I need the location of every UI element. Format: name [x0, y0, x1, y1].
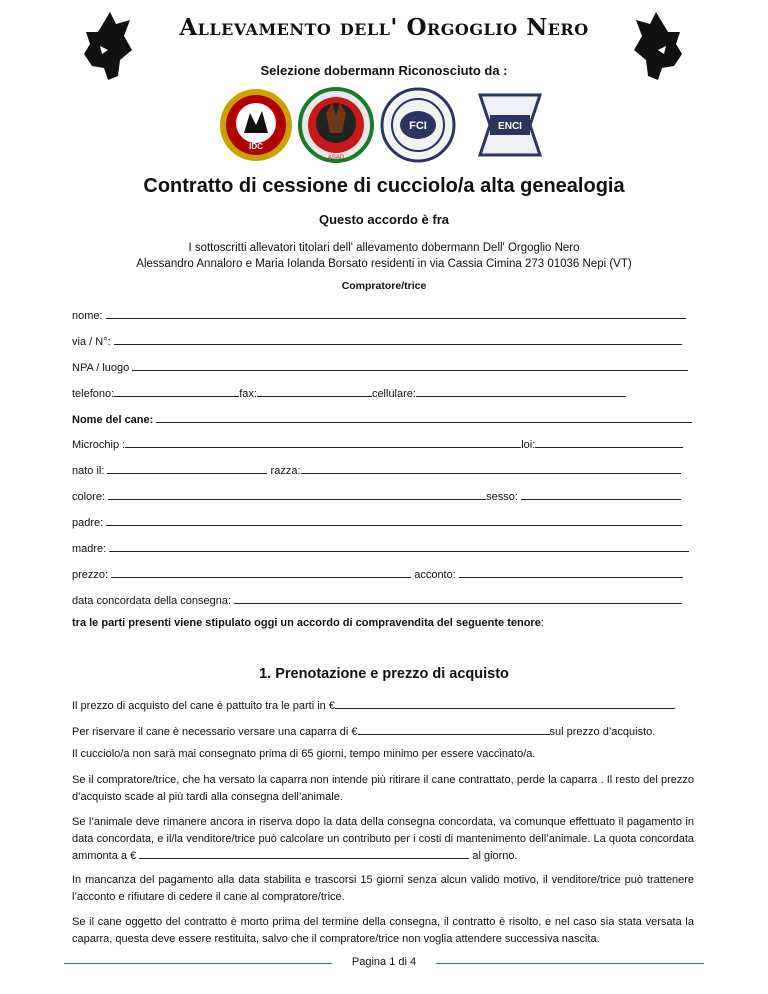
- field-padre[interactable]: [72, 515, 694, 529]
- field-nome-cane[interactable]: [72, 412, 694, 426]
- section1-p1: Il prezzo di acquisto del cane è pattuito tra le parti in €: [72, 700, 335, 712]
- input-madre[interactable]: [109, 541, 689, 552]
- kennel-title: Allevamento dell' Orgoglio Nero: [179, 14, 589, 41]
- label-madre: madre:: [72, 543, 107, 555]
- intro-line-1: I sottoscritti allevatori titolari dell' allevamento dobermann Dell' Orgoglio Nero: [188, 242, 580, 254]
- page-number: Pagina 1 di 4: [351, 956, 417, 968]
- section-1-heading: 1. Prenotazione e prezzo di acquisto: [259, 666, 509, 682]
- label-padre: padre:: [72, 517, 104, 529]
- section1-p5: [72, 814, 694, 865]
- contract-title: Contratto di cessione di cucciolo/a alta genealogia: [143, 175, 625, 197]
- section1-p7: Se il cane oggetto del contratto è morto prima del termine della consegna, il contratto è risolto, e nel caso sia stata versata la caparra, questa deve essere restituita, salvo che il compratore/trice non voglia attendere successiva nascita.: [72, 916, 694, 945]
- input-prezzo[interactable]: [111, 567, 411, 578]
- svg-text:IDC: IDC: [249, 142, 263, 151]
- section1-p5b: al giorno.: [472, 850, 518, 862]
- input-data-consegna[interactable]: [234, 593, 682, 604]
- section1-p2b: sul prezzo d’acquisto.: [549, 726, 656, 738]
- input-nome-cane[interactable]: [156, 412, 692, 423]
- label-microchip: Microchip :: [72, 439, 126, 451]
- enci-seal: [480, 95, 540, 155]
- label-nome-cane: Nome del cane:: [72, 414, 154, 426]
- label-via: via / N°:: [72, 336, 111, 348]
- intro-line-2: Alessandro Annaloro e Maria Iolanda Borsato residenti in via Cassia Cimina 273 01036 Nepi (VT): [136, 258, 632, 270]
- field-madre[interactable]: [72, 541, 694, 555]
- label-nome: nome:: [72, 310, 103, 322]
- input-caparra[interactable]: [358, 724, 550, 735]
- input-quota-giornaliera[interactable]: [139, 848, 469, 859]
- field-nato-razza[interactable]: [72, 463, 694, 477]
- section1-p5a: Se l’animale deve rimanere ancora in riserva dopo la data della consegna concordata, va comunque effettuato il pagamento in data concordata, e il/la venditore/trice può calcolare un contributo per i costi di mantenimento dell’animale. La quota concordata ammonta a €: [72, 816, 694, 862]
- label-cellulare: cellulare:: [371, 388, 416, 400]
- label-acconto: acconto:: [414, 569, 456, 581]
- input-loi[interactable]: [535, 437, 683, 448]
- input-microchip[interactable]: [125, 437, 521, 448]
- field-via[interactable]: [72, 334, 694, 348]
- label-razza: razza:: [270, 465, 301, 477]
- input-sesso[interactable]: [521, 489, 681, 500]
- section1-p4: Se il compratore/trice, che ha versato la caparra non intende più ritirare il cane contrattato, perde la caparra . Il resto del prezzo d’acquisto scade al più tardi alla consegna dell’animale.: [72, 774, 694, 803]
- section1-p3: Il cucciolo/a non sarà mai consegnato prima di 65 giorni, tempo minimo per essere vaccinato/a.: [72, 748, 536, 760]
- fci-seal: [382, 89, 454, 161]
- agreement-statement: [72, 617, 544, 629]
- input-npa[interactable]: [132, 360, 688, 371]
- label-sesso: sesso:: [486, 491, 518, 503]
- input-fax[interactable]: [257, 386, 372, 397]
- section1-caparra-line[interactable]: [72, 724, 694, 738]
- label-npa: NPA / luogo: [72, 362, 130, 374]
- field-nome[interactable]: [72, 308, 694, 322]
- input-colore[interactable]: [108, 489, 486, 500]
- field-npa[interactable]: [72, 360, 694, 374]
- label-colore: colore:: [72, 491, 106, 503]
- label-nato: nato il:: [72, 465, 105, 477]
- field-colore-sesso[interactable]: [72, 489, 694, 503]
- asad-seal: [300, 89, 372, 161]
- input-nato[interactable]: [107, 463, 267, 474]
- svg-text:ASAD: ASAD: [327, 155, 345, 161]
- intro-text: [0, 240, 768, 272]
- svg-text:FCI: FCI: [409, 120, 427, 132]
- label-telefono: telefono:: [72, 388, 115, 400]
- input-prezzo-acquisto[interactable]: [335, 698, 675, 709]
- buyer-heading: Compratore/trice: [341, 280, 427, 292]
- section1-p2a: Per riservare il cane è necessario versare una caparra di €: [72, 726, 358, 738]
- svg-text:ENCI: ENCI: [498, 121, 522, 132]
- input-acconto[interactable]: [459, 567, 683, 578]
- input-cellulare[interactable]: [416, 386, 626, 397]
- field-microchip[interactable]: [72, 437, 694, 451]
- section1-prezzo-line[interactable]: [72, 698, 694, 712]
- label-fax: fax:: [239, 388, 257, 400]
- input-padre[interactable]: [106, 515, 682, 526]
- field-contacts[interactable]: [72, 386, 694, 400]
- field-data-consegna[interactable]: [72, 593, 694, 607]
- section1-p6: In mancanza del pagamento alla data stabilita e trascorsi 15 giorni senza alcun valido motivo, il venditore/trice può trattenere l’acconto e rifiutare di cedere il cane al compratore/trice.: [72, 874, 694, 903]
- label-prezzo: prezzo:: [72, 569, 109, 581]
- agreement-heading: Questo accordo è fra: [318, 212, 450, 227]
- recognition-seals: [218, 85, 548, 165]
- label-data-consegna: data concordata della consegna:: [72, 595, 232, 607]
- label-loi: loi:: [521, 439, 536, 451]
- field-prezzo-acconto[interactable]: [72, 567, 694, 581]
- agreement-statement-text: tra le parti presenti viene stipulato oggi un accordo di compravendita del seguente tenore: [72, 617, 541, 629]
- input-via[interactable]: [114, 334, 682, 345]
- input-telefono[interactable]: [114, 386, 239, 397]
- input-razza[interactable]: [301, 463, 681, 474]
- input-nome[interactable]: [106, 308, 686, 319]
- recognition-subtitle: Selezione dobermann Riconosciuto da :: [260, 63, 508, 78]
- agreement-statement-colon: :: [540, 617, 544, 629]
- idc-seal: [220, 89, 292, 161]
